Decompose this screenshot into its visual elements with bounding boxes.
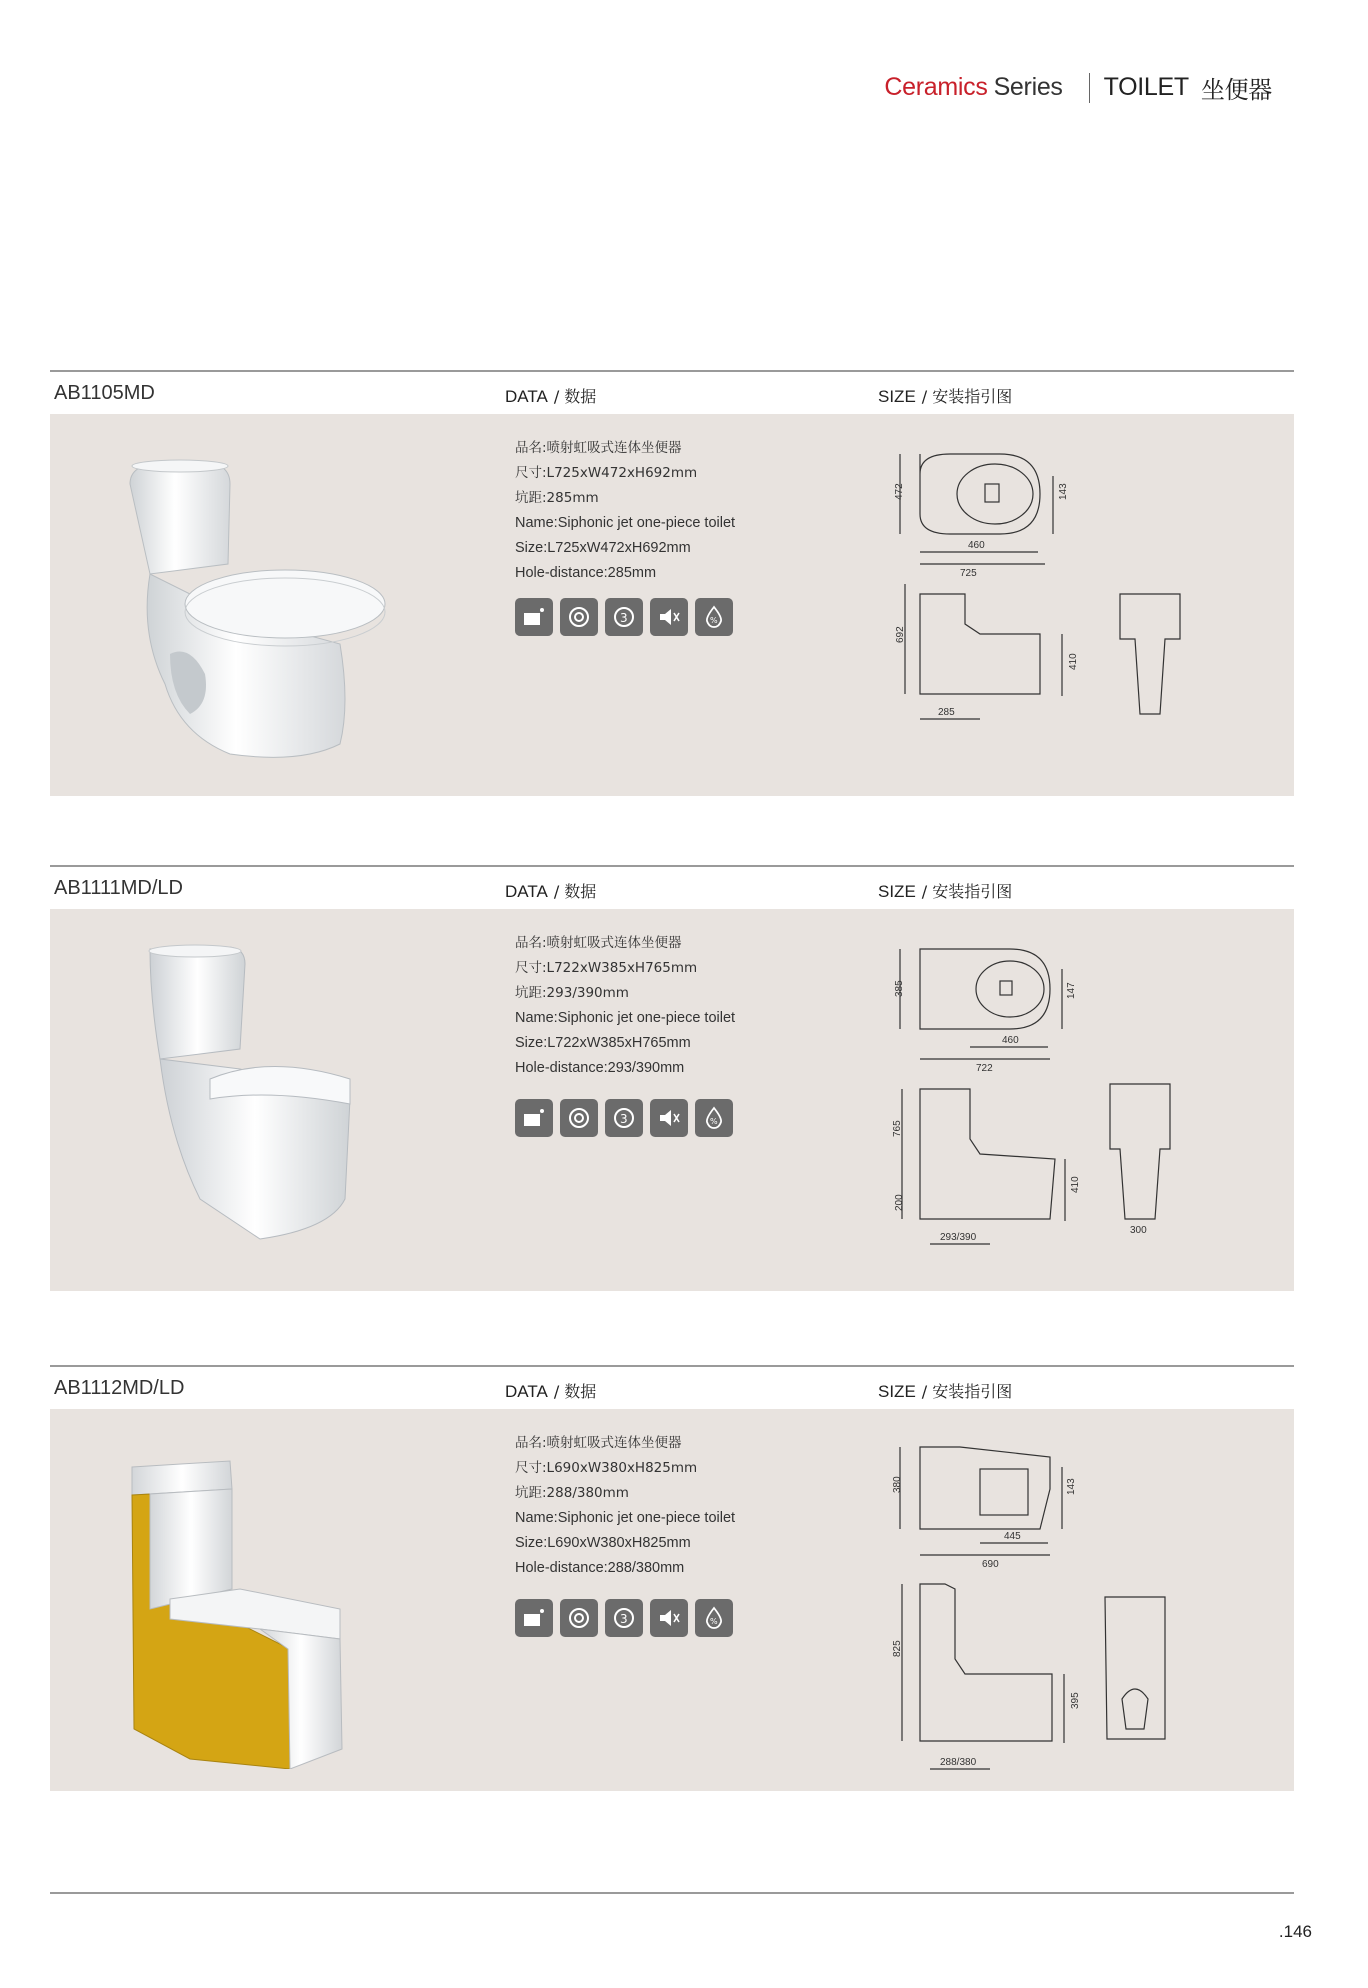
- spec-pit-cn: 坑距:288/380mm: [515, 1485, 629, 1501]
- tank-icon: [515, 1599, 553, 1637]
- size-label: SIZE: [878, 387, 916, 406]
- water-saving-icon: [695, 598, 733, 636]
- dim-inner: 460: [968, 540, 985, 551]
- mute-icon: [650, 1599, 688, 1637]
- spec-name-cn: 品名:喷射虹吸式连体坐便器: [515, 440, 682, 456]
- spec-hole-en: Hole-distance:285mm: [515, 565, 657, 581]
- product-model: AB1112MD/LD: [54, 1377, 185, 1399]
- dim-pit: 293/390: [940, 1232, 977, 1243]
- category-label: TOILET: [1103, 73, 1189, 101]
- section-rule: [50, 370, 1294, 372]
- three-liter-icon: [605, 1099, 643, 1137]
- data-label: DATA: [505, 1382, 548, 1401]
- dim-depth: 143: [1066, 1478, 1077, 1495]
- section-rule: [50, 1365, 1294, 1367]
- data-heading: [505, 384, 596, 407]
- mute-icon: [650, 598, 688, 636]
- install-drawing: [890, 1429, 1250, 1779]
- three-liter-icon: [605, 1599, 643, 1637]
- spec-size-cn: 尺寸:L725xW472xH692mm: [515, 465, 698, 481]
- product-photo: [110, 1439, 390, 1769]
- spec-name-cn: 品名:喷射虹吸式连体坐便器: [515, 935, 682, 951]
- rotate-flush-icon: [560, 1099, 598, 1137]
- product-photo: [110, 444, 390, 774]
- dim-height: 765: [892, 1120, 903, 1137]
- dim-seat: 410: [1068, 653, 1079, 670]
- spec-list: [515, 436, 735, 586]
- spec-size-en: Size:L725xW472xH692mm: [515, 540, 691, 556]
- rotate-flush-icon: [560, 598, 598, 636]
- product-photo: [110, 939, 390, 1269]
- spec-pit-cn: 坑距:293/390mm: [515, 985, 629, 1001]
- svg-text:3: 3: [620, 1112, 628, 1126]
- size-heading: [878, 879, 1012, 902]
- data-label: DATA: [505, 387, 548, 406]
- size-heading: [878, 1379, 1012, 1402]
- spec-size-cn: 尺寸:L690xW380xH825mm: [515, 1460, 698, 1476]
- dim-inner: 445: [1004, 1531, 1021, 1542]
- size-label-cn: / 安装指引图: [921, 387, 1013, 406]
- rotate-flush-icon: [560, 1599, 598, 1637]
- spec-size-cn: 尺寸:L722xW385xH765mm: [515, 960, 698, 976]
- feature-icons: [515, 1099, 733, 1137]
- spec-hole-en: Hole-distance:293/390mm: [515, 1060, 685, 1076]
- size-heading: [878, 384, 1012, 407]
- dim-low: 200: [894, 1194, 905, 1211]
- dim-front: 300: [1130, 1225, 1147, 1236]
- spec-name-cn: 品名:喷射虹吸式连体坐便器: [515, 1435, 682, 1451]
- page-header: [884, 70, 1272, 105]
- dim-depth: 147: [1066, 982, 1077, 999]
- size-label-cn: / 安装指引图: [921, 882, 1013, 901]
- dim-length: 690: [982, 1559, 999, 1570]
- product-panel: [50, 909, 1294, 1291]
- install-drawing: [890, 929, 1250, 1279]
- svg-text:3: 3: [620, 1612, 628, 1626]
- svg-text:3: 3: [620, 611, 628, 625]
- spec-name-en: Name:Siphonic jet one-piece toilet: [515, 515, 736, 531]
- footer-rule: [50, 1892, 1294, 1894]
- product-panel: [50, 414, 1294, 796]
- data-label-cn: / 数据: [553, 387, 597, 406]
- three-liter-icon: [605, 598, 643, 636]
- spec-list: [515, 931, 735, 1081]
- data-label-cn: / 数据: [553, 882, 597, 901]
- series-brand: Ceramics: [884, 73, 988, 101]
- dim-width: 385: [894, 980, 905, 997]
- dim-width: 472: [894, 483, 905, 500]
- product-panel: [50, 1409, 1294, 1791]
- size-label: SIZE: [878, 882, 916, 901]
- tank-icon: [515, 1099, 553, 1137]
- dim-inner: 460: [1002, 1035, 1019, 1046]
- spec-pit-cn: 坑距:285mm: [515, 490, 599, 506]
- water-saving-icon: [695, 1599, 733, 1637]
- feature-icons: [515, 598, 733, 636]
- data-heading: [505, 879, 596, 902]
- page-number: .146: [1278, 1922, 1312, 1941]
- header-divider: [1089, 73, 1090, 103]
- dim-pit: 285: [938, 707, 955, 718]
- svg-text:%: %: [710, 616, 718, 625]
- data-label-cn: / 数据: [553, 1382, 597, 1401]
- dim-height: 825: [892, 1640, 903, 1657]
- dim-seat: 410: [1070, 1176, 1081, 1193]
- section-rule: [50, 865, 1294, 867]
- svg-text:%: %: [710, 1117, 718, 1126]
- dim-length: 725: [960, 568, 977, 579]
- dim-width: 380: [892, 1476, 903, 1493]
- size-label: SIZE: [878, 1382, 916, 1401]
- product-model: AB1111MD/LD: [54, 877, 183, 899]
- spec-name-en: Name:Siphonic jet one-piece toilet: [515, 1010, 736, 1026]
- svg-text:%: %: [710, 1617, 718, 1626]
- dim-pit: 288/380: [940, 1757, 977, 1768]
- dim-seat: 395: [1070, 1692, 1081, 1709]
- tank-icon: [515, 598, 553, 636]
- data-label: DATA: [505, 882, 548, 901]
- mute-icon: [650, 1099, 688, 1137]
- spec-name-en: Name:Siphonic jet one-piece toilet: [515, 1510, 736, 1526]
- dim-height: 692: [895, 626, 906, 643]
- product-model: AB1105MD: [54, 382, 155, 404]
- category-label-cn: 坐便器: [1200, 76, 1272, 104]
- size-label-cn: / 安装指引图: [921, 1382, 1013, 1401]
- water-saving-icon: [695, 1099, 733, 1137]
- spec-hole-en: Hole-distance:288/380mm: [515, 1560, 685, 1576]
- series-label: Series: [993, 73, 1063, 101]
- feature-icons: [515, 1599, 733, 1637]
- dim-depth: 143: [1058, 483, 1069, 500]
- spec-size-en: Size:L690xW380xH825mm: [515, 1535, 691, 1551]
- data-heading: [505, 1379, 596, 1402]
- spec-list: [515, 1431, 735, 1581]
- spec-size-en: Size:L722xW385xH765mm: [515, 1035, 691, 1051]
- dim-length: 722: [976, 1063, 993, 1074]
- install-drawing: [890, 434, 1250, 784]
